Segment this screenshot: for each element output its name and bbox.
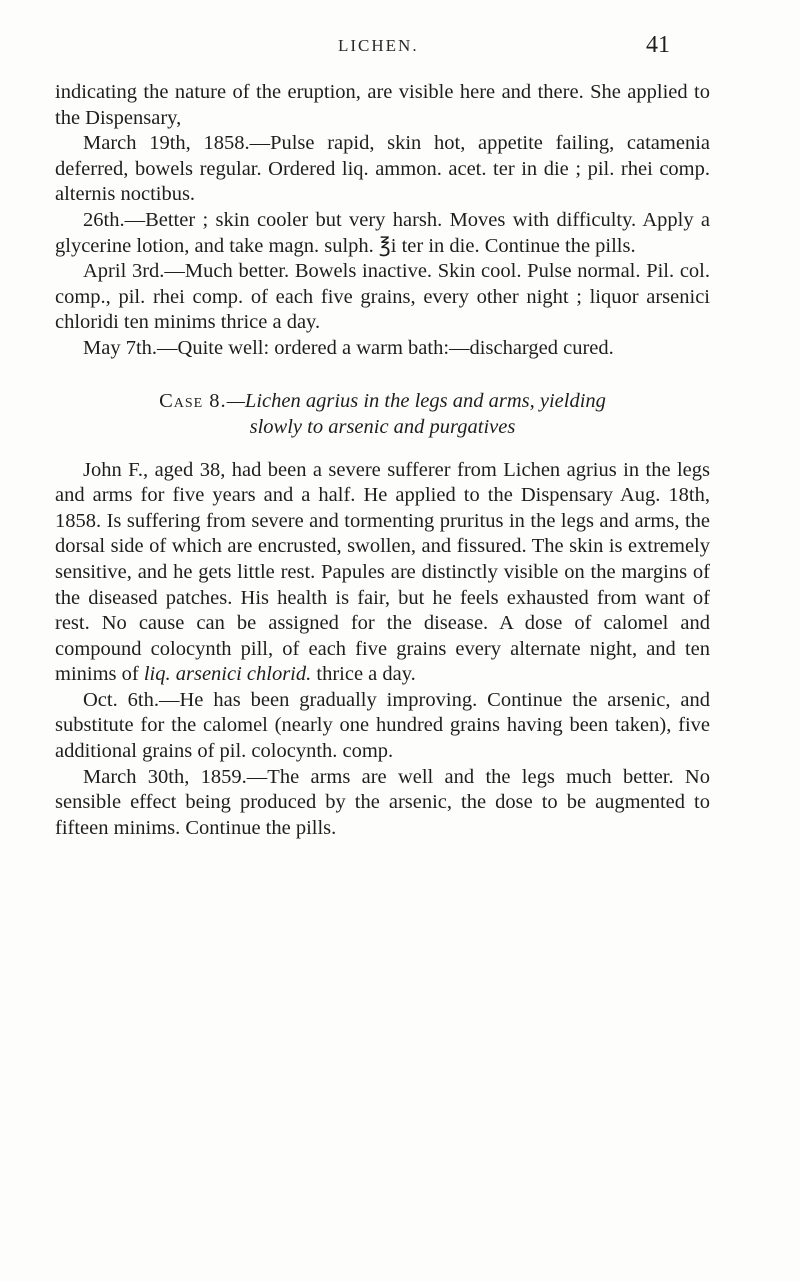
case-label: Case 8. xyxy=(159,389,227,412)
case-title-line1: —Lichen agrius in the legs and arms, yielding xyxy=(226,389,606,412)
running-head xyxy=(0,32,800,62)
case-heading xyxy=(55,388,710,440)
case-title-line2: slowly to arsenic and purgatives xyxy=(249,415,516,438)
paragraph-case-intro xyxy=(55,458,710,688)
paragraph-continuation: indicating the nature of the eruption, are visible here and there. She applied to the Dispensary, xyxy=(55,81,710,129)
paragraph-oct-6: Oct. 6th.—He has been gradually improving. Continue the arsenic, and substitute for the calomel (nearly one hundred grains having been taken), five additional grains of pil. colocynth. comp. xyxy=(55,688,710,763)
case-intro-drug: liq. arsenici chlorid. xyxy=(143,663,312,686)
paragraph-march-30: March 30th, 1859.—The arms are well and the legs much better. No sensible effect being produced by the arsenic, the dose to be augmented to fifteen minims. Continue the pills. xyxy=(55,765,710,839)
running-title: LICHEN. xyxy=(338,36,419,55)
paragraph-march-19: March 19th, 1858.—Pulse rapid, skin hot, appetite failing, catamenia deferred, bowels regular. Ordered liq. ammon. acet. ter in die ; pil. rhei comp. alternis noctibus. xyxy=(55,132,710,206)
body-text xyxy=(55,80,710,841)
paragraph-26th: 26th.—Better ; skin cooler but very harsh. Moves with difficulty. Apply a glycerine lotion, and take magn. sulph. ℥i ter in die. Continue the pills. xyxy=(55,208,710,257)
case-intro-text: John F., aged 38, had been a severe sufferer from Lichen agrius in the legs and arms for five years and a half. He applied to the Dispensary Aug. 18th, 1858. Is suffering from severe and tormenting pruritus in the legs and arms, the dorsal side of which are encrusted, swollen, and fissured. The skin is extremely sensitive, and he gets little rest. Papules are distinctly visible on the margins of the diseased patches. His health is fair, but he feels exhausted from want of rest. No cause can be assigned for the disease. A dose of calomel and compound colocynth pill, of each five grains every alternate night, and ten minims of xyxy=(55,458,710,686)
case-intro-end: thrice a day. xyxy=(311,663,416,686)
page-number: 41 xyxy=(646,32,670,58)
paragraph-april-3: April 3rd.—Much better. Bowels inactive. Skin cool. Pulse normal. Pil. col. comp., pil. rhei comp. of each five grains, every other night ; liquor arsenici chloridi ten minims thrice a day. xyxy=(55,260,710,334)
paragraph-may-7: May 7th.—Quite well: ordered a warm bath:—discharged cured. xyxy=(83,336,614,359)
